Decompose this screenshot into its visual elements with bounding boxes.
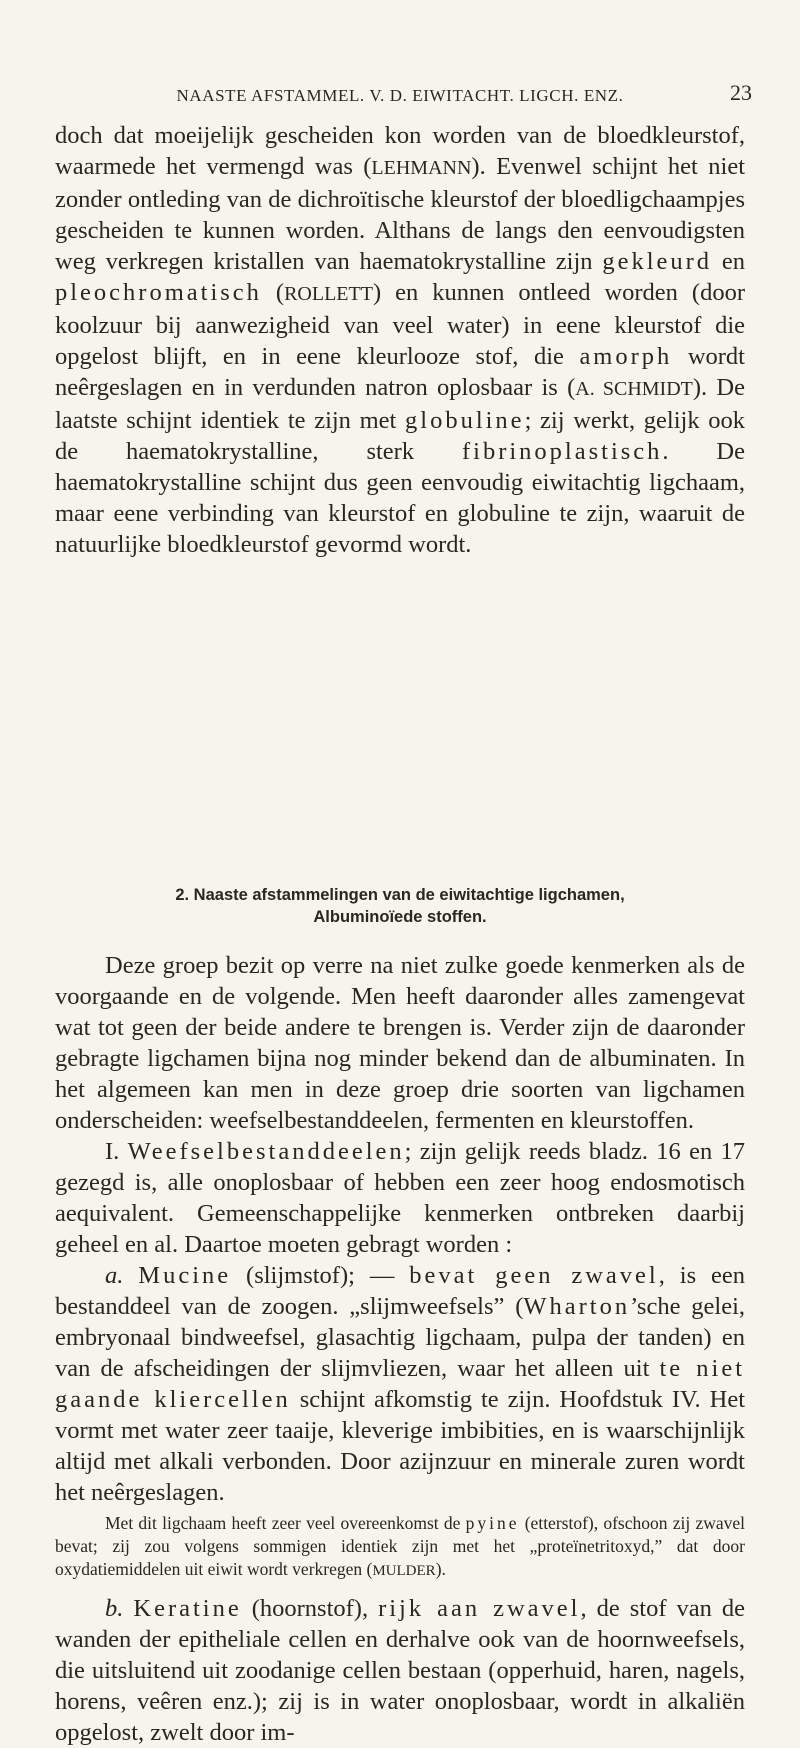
term-rijk-aan-zwavel: rijk aan zwavel	[378, 1595, 581, 1622]
footnote-pyine: Met dit ligchaam heeft zeer veel overeenkomst de pyine (etterstof), ofschoon zij zwavel bevat; zij zou volgens sommigen identiek zijn met het „proteïnetritoxyd,” dat door oxydatiemiddelen uit eiwit wordt verkregen (MULDER).	[55, 1513, 745, 1579]
author-lehmann: LEHMANN	[371, 157, 472, 179]
section-body	[55, 950, 745, 1748]
term-mucine: Mucine	[138, 1262, 232, 1289]
paragraph-groep: Deze groep bezit op verre na niet zulke goede kenmerken als de voorgaande en de volgende. Men heeft daaronder alles zamengevat wat tot geen der beide andere te brengen is. Verder zijn de daaronder gebragte ligchamen bijna nog minder bekend dan de albuminaten. In het algemeen kan men in deze groep drie soorten van ligchamen onderscheiden: weefselbestanddeelen, fermenten en kleurstoffen.	[55, 952, 745, 1134]
section-heading	[55, 884, 745, 928]
section-heading-line2: Albuminoïede stoffen.	[313, 908, 487, 926]
term-amorph: amorph	[579, 343, 673, 370]
paragraph-haematokrystalline: doch dat moeijelijk gescheiden kon worden van de bloedkleurstof, waarmede het vermengd was (LEHMANN). Evenwel schijnt het niet zonder ontleding van de dichroïtische kleurstof der bloedligchaampjes gescheiden te kunnen worden. Althans de langs den eenvoudigsten weg verkregen kristallen van haematokrystalline zijn gekleurd en pleochromatisch (ROLLETT) en kunnen ontleed worden (door koolzuur bij aanwezigheid van veel water) in eene kleurstof die opgelost blijft, en in eene kleurlooze stof, die amorph wordt neêrgeslagen en in verdunden natron oplosbaar is (A. SCHMIDT). De laatste schijnt identiek te zijn met globuline; zij werkt, gelijk ook de haematokrystalline, sterk fibrinoplastisch. De haematokrystalline schijnt dus geen eenvoudig eiwitachtig ligchaam, maar eene verbinding van kleurstof en globuline te zijn, waaruit de natuurlijke bloedkleurstof gevormd wordt.	[55, 122, 746, 558]
term-gekleurd: gekleurd	[602, 248, 713, 275]
author-rollett: ROLLETT	[284, 283, 373, 305]
paragraph-mucine: a. Mucine (slijmstof); — bevat geen zwavel, is een bestanddeel van de zoogen. „slijmweefsels” (Wharton’sche gelei, embryonaal bindweefsel, glasachtig ligchaam, pulpa der tanden) en van de afscheidingen der slijmvliezen, waar het alleen uit te niet gaande kliercellen schijnt afkomstig te zijn. Hoofdstuk IV. Het vormt met water zeer taaije, kleverige imbibities, en is waarschijnlijk altijd met alkali verbonden. Door azijnzuur en minerale zuren wordt het neêrgeslagen.	[55, 1262, 746, 1506]
term-pleochromatisch: pleochromatisch	[55, 279, 262, 306]
section-heading-line1: 2. Naaste afstammelingen van de eiwitachtige ligchamen,	[175, 886, 625, 904]
term-pyine: pyine	[465, 1513, 520, 1533]
term-keratine: Keratine	[133, 1595, 242, 1622]
author-mulder: MULDER	[372, 1563, 436, 1579]
name-wharton: Wharton	[523, 1293, 631, 1320]
paragraph-keratine: b. Keratine (hoornstof), rijk aan zwavel, de stof van de wanden der epitheliale cellen en derhalve ook van de hoornweefsels, die uitsluitend uit zoodanige cellen bestaan (opperhuid, haren, nagels, horens, veêren enz.); zij is in water onoplosbaar, wordt in alkaliën opgelost, zwelt door im-	[55, 1595, 746, 1746]
running-head: NAASTE AFSTAMMEL. V. D. EIWITACHT. LIGCH. ENZ.	[176, 86, 624, 105]
term-fibrinoplastisch: fibrinoplastisch	[461, 438, 663, 465]
term-weefselbestanddeelen: Weefselbestanddeelen	[127, 1138, 405, 1165]
term-globuline: globuline	[405, 407, 525, 434]
author-schmidt: A. SCHMIDT	[575, 378, 693, 400]
term-kliercellen: te niet gaande kliercellen	[55, 1355, 746, 1413]
term-bevat-geen-zwavel: bevat geen zwavel	[409, 1262, 659, 1289]
paragraph-weefselbestanddeelen: I. Weefselbestanddeelen; zijn gelijk reeds bladz. 16 en 17 gezegd is, alle onoplosbaar of hebben een zeer hoog endosmotisch aequivalent. Gemeenschappelijke kenmerken ontbreken daarbij geheel en al. Daartoe moeten gebragt worden :	[55, 1138, 745, 1258]
page-number: 23	[730, 80, 752, 105]
